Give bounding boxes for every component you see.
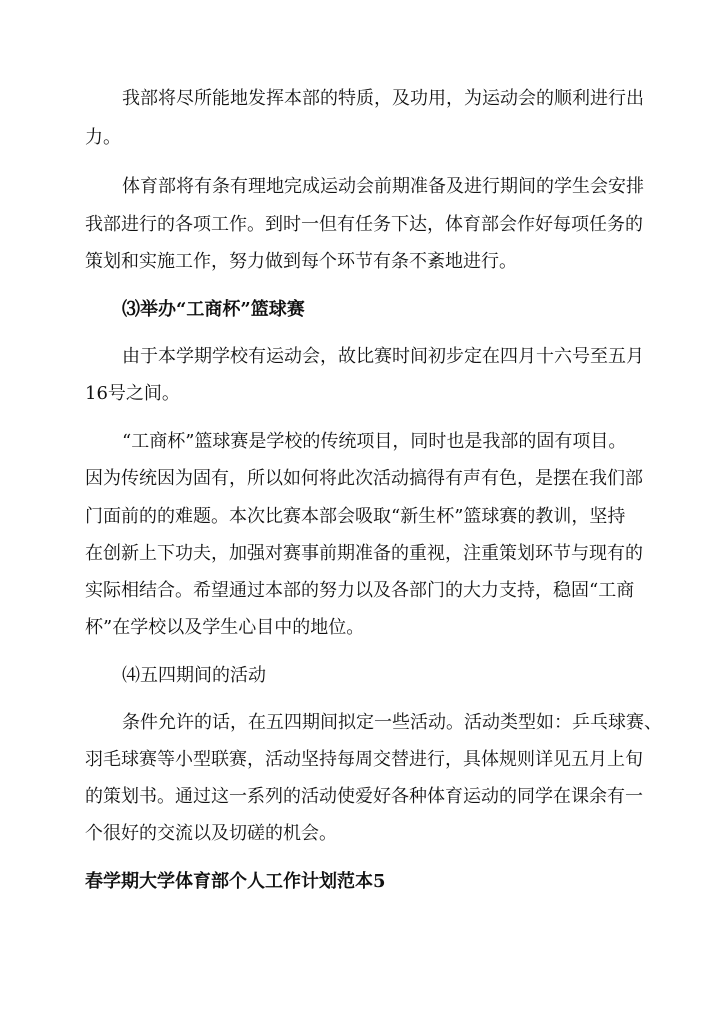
subsection-heading: ⑷五四期间的活动	[122, 665, 266, 686]
paragraph-line: 条件允许的话，在五四期间拟定一些活动。活动类型如：乒乓球赛、	[122, 712, 662, 733]
paragraph-line: 16号之间。	[85, 383, 180, 404]
section-heading: ⑶举办“工商杯”篮球赛	[122, 299, 305, 320]
paragraph-line: 实际相结合。希望通过本部的努力以及各部门的大力支持，稳固“工商	[85, 580, 635, 601]
paragraph-line: 策划和实施工作，努力做到每个环节有条不紊地进行。	[85, 251, 517, 272]
paragraph-line: “工商杯”篮球赛是学校的传统项目，同时也是我部的固有项目。	[122, 431, 627, 452]
paragraph-line: 我部将尽所能地发挥本部的特质，及功用，为运动会的顺利进行出	[122, 88, 644, 109]
paragraph-line: 个很好的交流以及切磋的机会。	[85, 823, 337, 844]
paragraph-line: 由于本学期学校有运动会，故比赛时间初步定在四月十六号至五月	[122, 346, 644, 367]
paragraph-line: 杯”在学校以及学生心目中的地位。	[85, 617, 365, 638]
paragraph-line: 力。	[85, 127, 121, 148]
paragraph-line: 在创新上下功夫，加强对赛事前期准备的重视，注重策划环节与现有的	[85, 543, 643, 564]
paragraph-line: 羽毛球赛等小型联赛，活动坚持每周交替进行，具体规则详见五月上旬	[85, 749, 643, 770]
section-title: 春学期大学体育部个人工作计划范本5	[85, 871, 386, 892]
paragraph-line: 门面前的的难题。本次比赛本部会吸取“新生杯”篮球赛的教训，坚持	[85, 506, 626, 527]
paragraph-line: 因为传统因为固有，所以如何将此次活动搞得有声有色，是摆在我们部	[85, 468, 643, 489]
paragraph-line: 我部进行的各项工作。到时一但有任务下达，体育部会作好每项任务的	[85, 214, 643, 235]
paragraph-line: 体育部将有条有理地完成运动会前期准备及进行期间的学生会安排	[122, 176, 644, 197]
paragraph-line: 的策划书。通过这一系列的活动使爱好各种体育运动的同学在课余有一	[85, 786, 643, 807]
